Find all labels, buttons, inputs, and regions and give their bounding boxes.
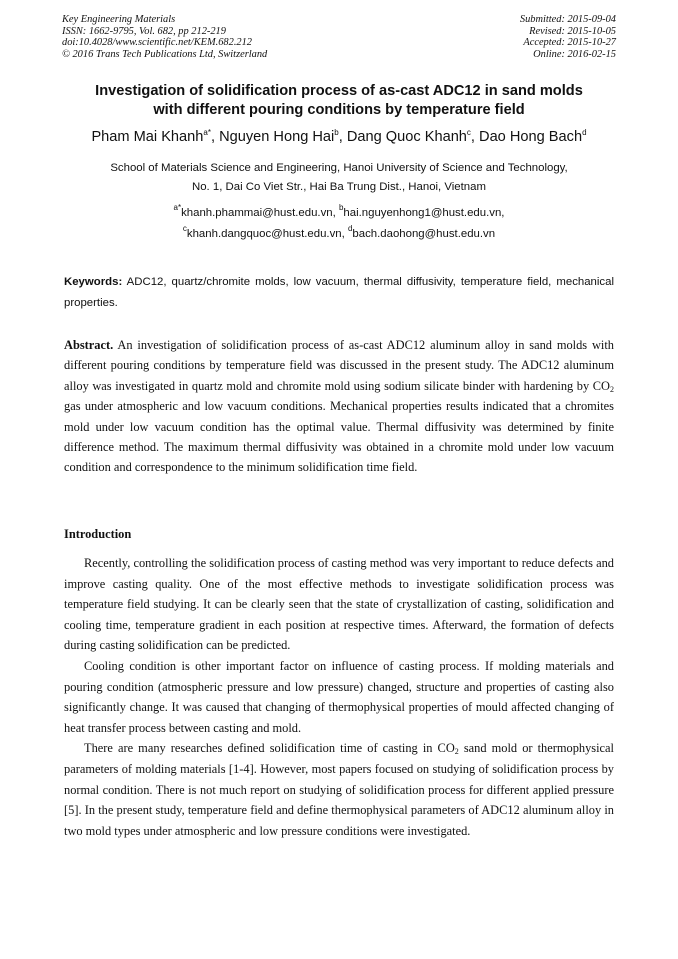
email-mark: a* bbox=[173, 203, 182, 212]
author-name: Nguyen Hong Hai bbox=[219, 129, 335, 145]
submitted-date: Submitted: 2015-09-04 bbox=[519, 14, 616, 25]
author-mark: d bbox=[582, 128, 587, 137]
author-separator: , bbox=[210, 129, 220, 145]
title-line-2: with different pouring conditions by temperature field bbox=[153, 102, 525, 118]
online-date: Online: 2016-02-15 bbox=[533, 48, 616, 60]
doi-line: doi:10.4028/www.scientific.net/KEM.682.212 bbox=[62, 37, 252, 49]
email-d[interactable]: bach.daohong@hust.edu.vn bbox=[352, 228, 496, 240]
email-b[interactable]: hai.nguyenhong1@hust.edu.vn, bbox=[343, 207, 505, 219]
accepted-date: Accepted: 2015-10-27 bbox=[523, 37, 616, 49]
abstract-section bbox=[64, 335, 614, 478]
keywords-text: ADC12, quartz/chromite molds, low vacuum, thermal diffusivity, temperature field, mechanical properties. bbox=[64, 276, 614, 309]
abstract-text-cont: gas under atmospheric and low vacuum conditions. Mechanical properties results indicated that a chromites mold under low vacuum condition has the optimal value. Thermal diffusivity was determined by finite difference method. The maximum thermal diffusivity was obtained in a chromite mold under low vacuum condition and correspondence to the minimum solidification time field. bbox=[64, 399, 614, 475]
intro-paragraph-3 bbox=[64, 738, 614, 841]
keywords-section bbox=[64, 272, 614, 314]
email-a[interactable]: khanh.phammai@hust.edu.vn, bbox=[181, 207, 336, 219]
author-name: Dao Hong Bach bbox=[479, 129, 583, 145]
email-mark: b bbox=[338, 203, 344, 212]
abstract-text: An investigation of solidification process of as-cast ADC12 aluminum alloy in sand molds with different pouring conditions by temperature field was discussed in the present study. The ADC12 aluminum alloy was investigated in quartz mold and chromite mold using sodium silicate binder with hardening by CO bbox=[64, 338, 614, 393]
author-emails bbox=[40, 203, 638, 245]
author-name: Dang Quoc Khanh bbox=[346, 129, 467, 145]
author-mark: c bbox=[466, 128, 471, 137]
abstract-label: Abstract. bbox=[64, 338, 114, 352]
issn-line: ISSN: 1662-9795, Vol. 682, pp 212-219 bbox=[62, 25, 226, 37]
subscript: 2 bbox=[454, 747, 459, 757]
author-separator: , bbox=[338, 129, 347, 145]
journal-name: Key Engineering Materials bbox=[62, 14, 176, 25]
revised-date: Revised: 2015-10-05 bbox=[529, 25, 616, 37]
intro-paragraph-1: Recently, controlling the solidification process of casting method was very important to reduce defects and improve casting quality. One of the most effective methods to investigate solidification process was temperature field studying. It can be clearly seen that the state of crystallization of casting, solidification and cooling time, temperature gradient in each position at respective times. Afterward, the formation of defects during casting solidification can be predicted. bbox=[64, 556, 614, 653]
email-line-2 bbox=[40, 224, 638, 245]
introduction-heading: Introduction bbox=[64, 527, 132, 541]
copyright-line: © 2016 Trans Tech Publications Ltd, Switzerland bbox=[62, 48, 268, 60]
author-name: Pham Mai Khanh bbox=[91, 129, 204, 145]
introduction-body bbox=[64, 553, 614, 841]
email-line-1 bbox=[40, 203, 638, 224]
title-line-1: Investigation of solidification process of as-cast ADC12 in sand molds bbox=[95, 83, 583, 99]
keywords-label: Keywords: bbox=[64, 276, 123, 288]
author-list bbox=[20, 128, 658, 146]
subscript: 2 bbox=[610, 384, 614, 394]
intro-p3-text: There are many researches defined solidification time of casting in CO bbox=[84, 741, 455, 756]
email-mark: c bbox=[182, 224, 187, 233]
paper-title bbox=[40, 82, 638, 120]
intro-paragraph-2: Cooling condition is other important factor on influence of casting process. If molding materials and pouring condition (atmospheric pressure and low pressure) changed, structure and properties of casting also significantly change. It was caused that changing of thermophysical properties of mould affected changing of heat transfer process between casting and mold. bbox=[64, 658, 614, 735]
affiliation-line-1: School of Materials Science and Engineering, Hanoi University of Science and Technology, bbox=[110, 162, 568, 174]
email-mark: d bbox=[347, 224, 353, 233]
journal-header bbox=[62, 14, 616, 60]
submission-dates bbox=[520, 14, 616, 60]
author-mark: a* bbox=[203, 128, 211, 137]
affiliation bbox=[40, 159, 638, 197]
journal-info bbox=[62, 14, 267, 60]
author-mark: b bbox=[334, 128, 339, 137]
intro-p3-text-cont: sand mold or thermophysical parameters of molding materials [1-4]. However, most papers focused on studying of solidification process by normal condition. There is not much report on studying of solidification process for different applied pressure [5]. In the present study, temperature field and define thermophysical parameters of ADC12 aluminum alloy in two mold types under atmospheric and low pressure conditions were investigated. bbox=[64, 741, 614, 838]
affiliation-line-2: No. 1, Dai Co Viet Str., Hai Ba Trung Dist., Hanoi, Vietnam bbox=[192, 181, 486, 193]
email-c[interactable]: khanh.dangquoc@hust.edu.vn, bbox=[186, 228, 345, 240]
author-separator: , bbox=[470, 129, 480, 145]
